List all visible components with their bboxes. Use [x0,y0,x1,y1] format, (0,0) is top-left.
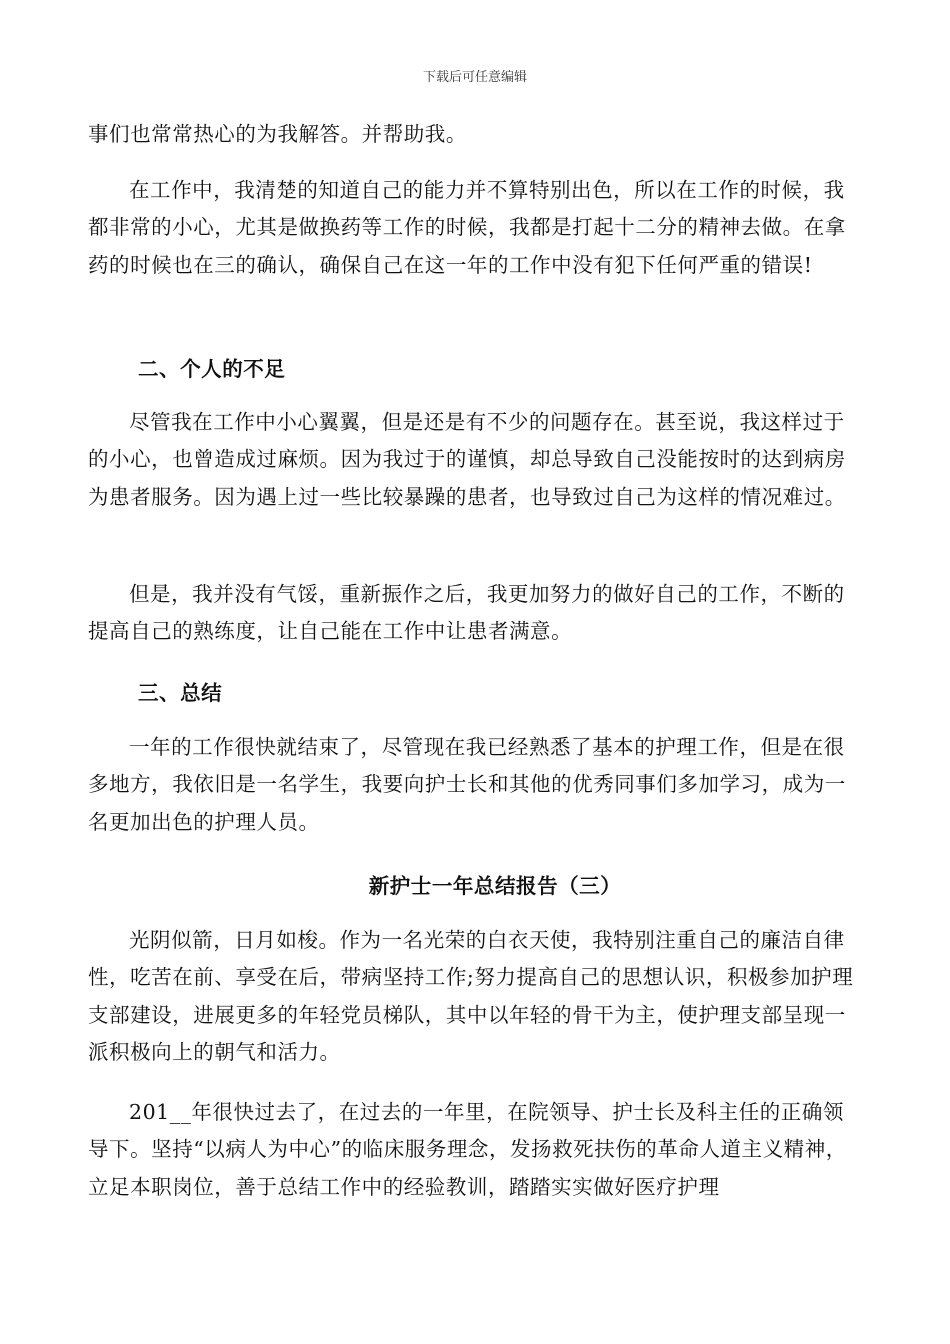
paragraph-work: 在工作中，我清楚的知道自己的能力并不算特别出色，所以在工作的时候，我都非常的小心，尤其是做换药等工作的时候，我都是打起十二分的精神去做。在拿药的时候也在三的确认，确保自己在这一年的工作中没有犯下任何严重的错误! [88,178,846,277]
section-report3-1 [88,922,862,1071]
section-summary [88,729,862,841]
report-title: 新护士一年总结报告（三） [368,874,622,898]
section-work [88,116,862,153]
paragraph-report3-2: 201__年很快过去了，在过去的一年里，在院领导、护士长及科主任的正确领导下。坚持“以病人为中心”的临床服务理念，发扬救死扶伤的革命人道主义精神，立足本职岗位，善于总结工作中的经验教训，踏踏实实做好医疗护理 [88,1100,847,1199]
heading-shortcomings: 二、个人的不足 [138,357,286,381]
heading-summary: 三、总结 [138,681,223,705]
paragraph-summary: 一年的工作很快就结束了，尽管现在我已经熟悉了基本的护理工作，但是在很多地方，我依旧是一名学生，我要向护士长和其他的优秀同事们多加学习，成为一名更加出色的护理人员。 [88,735,846,834]
section-shortcomings-2 [88,576,862,651]
paragraph-report3-1: 光阴似箭，日月如梭。作为一名光荣的白衣天使，我特别注重自己的廉洁自律性，吃苦在前、享受在后，带病坚持工作;努力提高自己的思想认识，积极参加护理支部建设，进展更多的年轻党员梯队，其中以年轻的骨干为主，使护理支部呈现一派积极向上的朝气和活力。 [88,928,854,1064]
paragraph-shortcomings-1: 尽管我在工作中小心翼翼，但是还是有不少的问题存在。甚至说，我这样过于的小心，也曾造成过麻烦。因为我过于的谨慎，却总导致自己没能按时的达到病房为患者服务。因为遇上过一些比较暴躁的患者，也导致过自己为这样的情况难过。 [88,410,846,509]
paragraph-shortcomings-2: 但是，我并没有气馁，重新振作之后，我更加努力的做好自己的工作，不断的提高自己的熟练度，让自己能在工作中让患者满意。 [88,582,845,644]
section-shortcomings-1 [88,404,862,516]
paragraph-continued: 事们也常常热心的为我解答。并帮助我。 [88,122,467,146]
section-work-body [88,172,862,284]
page-header: 下载后可任意编辑 [422,70,527,85]
section-report3-2 [88,1094,862,1206]
